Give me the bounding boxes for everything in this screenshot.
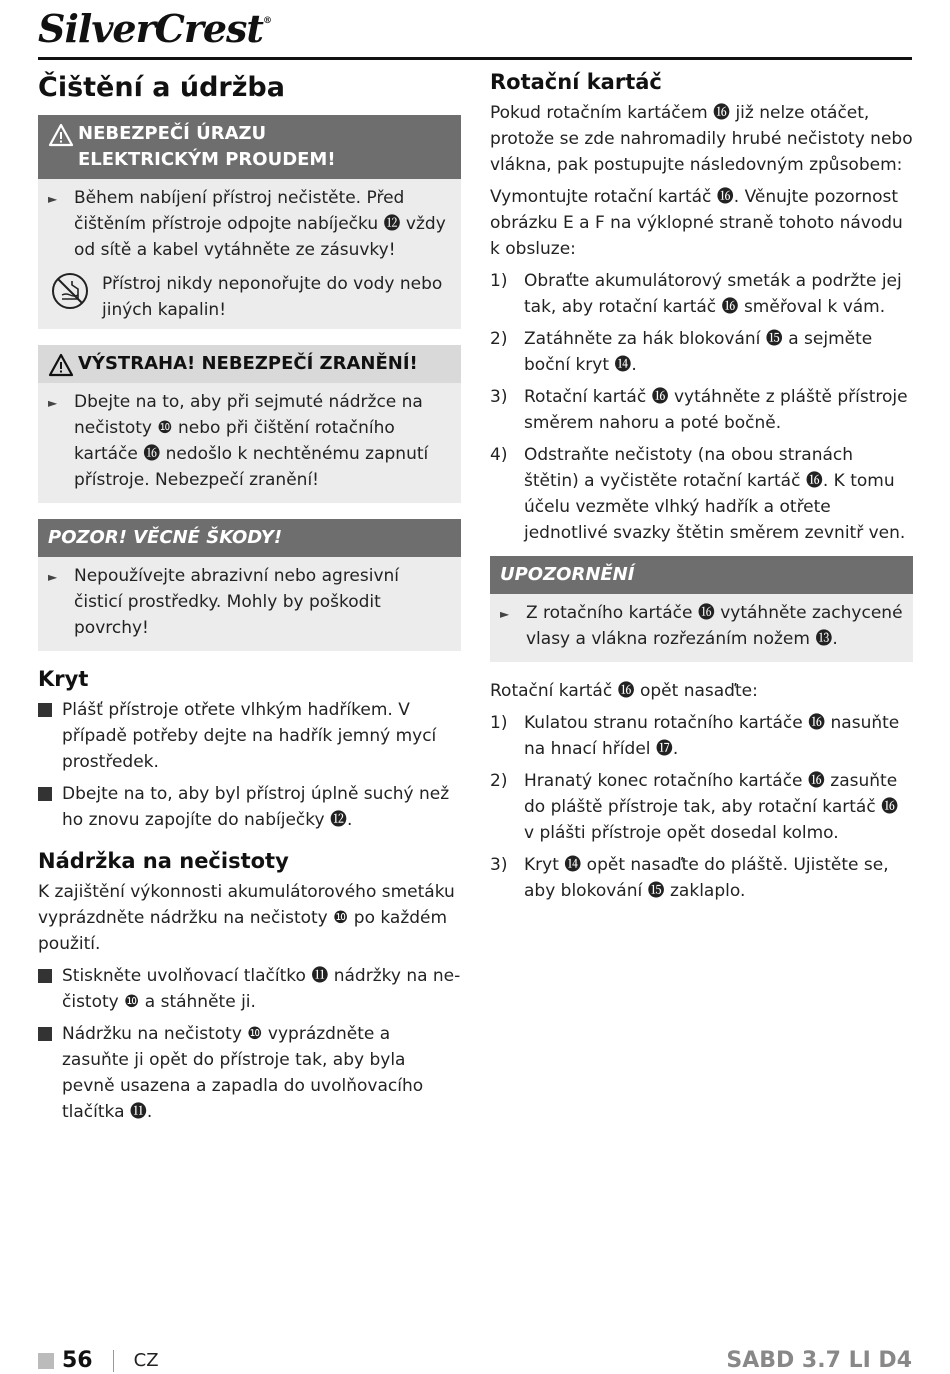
- footer-square-icon: [38, 1353, 54, 1369]
- arrow-bullet-icon: ►: [500, 607, 510, 621]
- paragraph: Vymontujte rotační kartáč ⓰. Věnujte pozornost obrázku E a F na výklopné straně tohoto návodu k obsluze:: [490, 187, 903, 259]
- numbered-step: [490, 326, 913, 378]
- arrow-bullet-icon: ►: [48, 396, 58, 410]
- step-number: 3): [490, 855, 508, 875]
- note-box: [490, 556, 913, 662]
- danger-box-title-1: NEBEZPEČÍ ÚRAZU: [78, 123, 267, 144]
- square-bullet-icon: [38, 697, 62, 775]
- footer-left: [38, 1348, 159, 1373]
- model-number: SABD 3.7 LI D4: [726, 1348, 912, 1373]
- numbered-step: [490, 268, 913, 320]
- step-text: Hranatý konec rotačního kartáče ⓰ zasuňte do pláště přístroje tak, aby rotační kartáč ⓰ v plášti přístroje opět dosedal kolmo.: [524, 771, 899, 843]
- numbered-step: [490, 710, 913, 762]
- insert-steps-list: [490, 710, 913, 904]
- list-item: ► Z rotačního kartáče ⓰ vytáhněte zachycené vlasy a vlákna rozřezáním nožem ⓭.: [500, 600, 903, 652]
- numbered-step: [490, 442, 913, 546]
- note-box-header: UPOZORNĚNÍ: [490, 556, 913, 594]
- numbered-step: [490, 384, 913, 436]
- numbered-step: [490, 852, 913, 904]
- no-water-immersion-icon: [48, 271, 102, 311]
- list-item: Dbejte na to, aby byl přístroj úplně suchý než ho znovu zapojíte do nabíječky ⓬.: [38, 781, 461, 833]
- arrow-bullet-icon: ►: [48, 192, 58, 206]
- step-number: 2): [490, 329, 508, 349]
- left-column: [38, 66, 461, 1131]
- list-item: Nádržku na nečistoty ❿ vyprázdněte a zasuňte ji opět do přístroje tak, aby byla pevně usazena a zapadla do uvolňovacího tlačítka ⓫.: [38, 1021, 461, 1125]
- paragraph: Rotační kartáč ⓰ opět nasaďte:: [490, 681, 758, 701]
- step-text: Kryt ⓮ opět nasaďte do pláště. Ujistěte se, aby blokování ⓯ zaklaplo.: [524, 855, 889, 901]
- list-item: ► Dbejte na to, aby při sejmuté nádržce na nečistoty ❿ nebo při čištění rotačního kartáče ⓰ nedošlo k nechtěnému zapnutí přístroje. Nebezpečí zranění!: [48, 389, 451, 493]
- section-heading-kryt: Kryt: [38, 667, 89, 691]
- warning-triangle-icon: [48, 123, 74, 147]
- danger-box: [38, 115, 461, 329]
- step-number: 1): [490, 713, 508, 733]
- remove-steps-list: [490, 268, 913, 546]
- step-number: 2): [490, 771, 508, 791]
- step-text: Obraťte akumulátorový smeták a podržte jej tak, aby rotační kartáč ⓰ směřoval k vám.: [524, 271, 902, 317]
- numbered-step: [490, 768, 913, 846]
- header-rule: [38, 57, 912, 60]
- list-item: ► Nepoužívejte abrazivní nebo agresivní čisticí prostředky. Mohly by poškodit povrchy!: [48, 563, 451, 641]
- section-heading-nadrzka: Nádržka na nečistoty: [38, 849, 289, 873]
- caution-box: [38, 519, 461, 651]
- step-text: Odstraňte nečistoty (na obou stranách štětin) a vyčistěte rotační kartáč ⓰. K tomu účelu vezměte vlhký hadřík a otřete jednotlivé svazky štětin směrem zevnitř ven.: [524, 445, 906, 543]
- step-number: 4): [490, 445, 508, 465]
- no-water-note: Přístroj nikdy neponořujte do vody nebo jiných kapalin!: [48, 271, 451, 323]
- nadrzka-intro: K zajištění výkonnosti akumulátorového smetáku vyprázdněte nádržku na nečistoty ❿ po každém použití.: [38, 882, 455, 954]
- step-text: Rotační kartáč ⓰ vytáhněte z pláště přístroje směrem nahoru a poté bočně.: [524, 387, 908, 433]
- paragraph: Pokud rotačním kartáčem ⓰ již nelze otáčet, protože se zde nahromadily hrubé nečistoty nebo vlákna, pak postupujte následovným způsobem:: [490, 103, 913, 175]
- step-number: 3): [490, 387, 508, 407]
- caution-box-header: POZOR! VĚCNÉ ŠKODY!: [38, 519, 461, 557]
- section-heading-rotacni-kartac: Rotační kartáč: [490, 70, 662, 94]
- step-text: Kulatou stranu rotačního kartáče ⓰ nasuňte na hnací hřídel ⓱.: [524, 713, 900, 759]
- danger-box-header: [38, 115, 461, 179]
- square-bullet-icon: [38, 963, 62, 1015]
- warning-box-header: VÝSTRAHA! NEBEZPEČÍ ZRANĚNÍ!: [38, 345, 461, 383]
- danger-box-title-2: ELEKTRICKÝM PROUDEM!: [78, 149, 336, 170]
- step-text: Zatáhněte za hák blokování ⓯ a sejměte boční kryt ⓮.: [524, 329, 873, 375]
- page-title: Čištění a údržba: [38, 72, 285, 103]
- step-number: 1): [490, 271, 508, 291]
- page-number: 56: [62, 1348, 93, 1373]
- right-column: [490, 66, 913, 910]
- warning-box: [38, 345, 461, 503]
- list-item: ► Během nabíjení přístroj nečistěte. Před čištěním přístroje odpojte nabíječku ⓬ vždy od sítě a kabel vytáhněte ze zásuvky!: [48, 185, 451, 263]
- language-code: CZ: [133, 1350, 159, 1371]
- list-item: Plášť přístroje otřete vlhkým hadříkem. V případě potřeby dejte na hadřík jemný mycí prostředek.: [38, 697, 461, 775]
- arrow-bullet-icon: ►: [48, 570, 58, 584]
- warning-triangle-icon: [48, 353, 74, 377]
- list-item: Stiskněte uvolňovací tlačítko ⓫ nádržky na nečistoty ❿ a stáhněte ji.: [38, 963, 461, 1015]
- brand-logo: SilverCrest®: [38, 6, 271, 51]
- square-bullet-icon: [38, 781, 62, 833]
- footer-divider: [113, 1350, 114, 1372]
- square-bullet-icon: [38, 1021, 62, 1125]
